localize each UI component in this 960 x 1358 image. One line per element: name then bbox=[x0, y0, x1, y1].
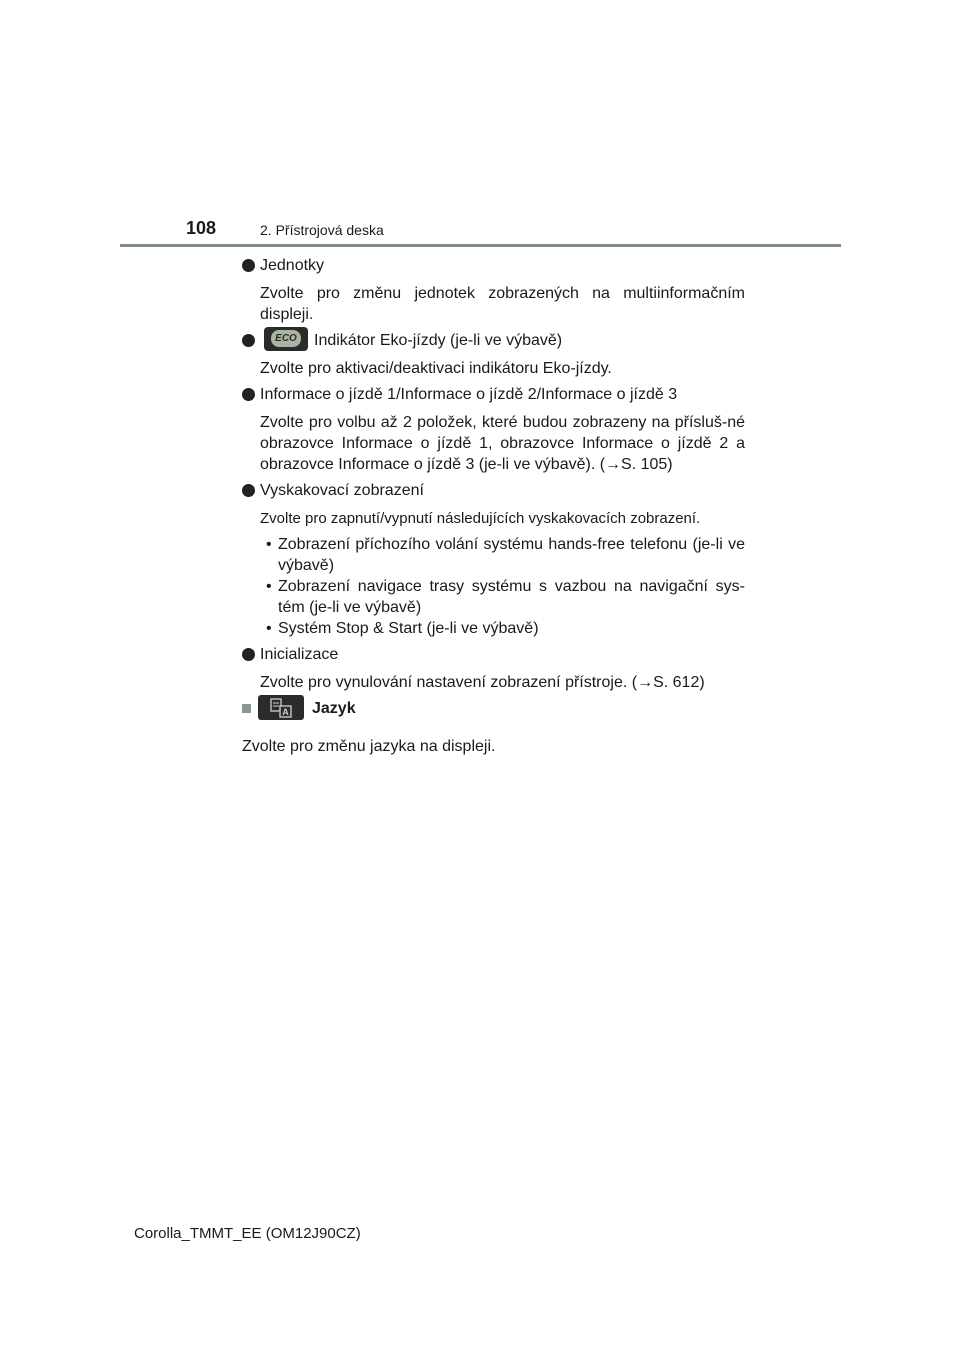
page-number: 108 bbox=[186, 218, 217, 238]
item-title: Vyskakovací zobrazení bbox=[260, 482, 424, 500]
sub-list bbox=[242, 534, 745, 639]
item-init bbox=[242, 644, 745, 665]
header-rule bbox=[120, 244, 841, 247]
language-icon-letter: A bbox=[282, 707, 289, 718]
section-title: Jazyk bbox=[312, 700, 356, 718]
item-desc: Zvolte pro volbu až 2 položek, které budou zobrazeny na přísluš-né obrazovce Informace o jízdě 1, obrazovce Informace o jízdě 2 a obrazovce Informace o jízdě 3 (je-li ve výbavě). (→S. 105) bbox=[260, 414, 745, 474]
content bbox=[242, 255, 745, 757]
item-desc: Zvolte pro aktivaci/deaktivaci indikátoru Eko-jízdy. bbox=[260, 360, 612, 378]
section-title: 2. Přístrojová deska bbox=[260, 222, 384, 238]
list-item: • Systém Stop & Start (je-li ve výbavě) bbox=[266, 620, 539, 638]
language-icon bbox=[258, 695, 304, 720]
section-language bbox=[242, 698, 745, 720]
bullet-icon bbox=[242, 484, 255, 497]
list-item: • Zobrazení navigace trasy systému s vazbou na navigační sys-tém (je-li ve výbavě) bbox=[266, 578, 745, 617]
item-title: Indikátor Eko-jízdy (je-li ve výbavě) bbox=[314, 332, 563, 349]
item-desc: Zvolte pro změnu jednotek zobrazených na multiinformačním displeji. bbox=[260, 285, 745, 323]
item-title: Informace o jízdě 1/Informace o jízdě 2/Informace o jízdě 3 bbox=[260, 386, 678, 404]
item-title: Jednotky bbox=[260, 257, 325, 274]
bullet-icon bbox=[242, 334, 255, 347]
item-trip-info bbox=[242, 384, 745, 405]
list-item: • Zobrazení příchozího volání systému hands-free telefonu (je-li ve výbavě) bbox=[266, 536, 745, 575]
item-eco bbox=[242, 330, 745, 351]
bullet-icon bbox=[242, 388, 255, 401]
bullet-icon bbox=[242, 648, 255, 661]
eco-indicator-icon bbox=[264, 327, 308, 351]
footer-model: Corolla_TMMT_EE (OM12J90CZ) bbox=[134, 1225, 361, 1242]
item-desc: Zvolte pro zapnutí/vypnutí následujících vyskakovacích zobrazení. bbox=[260, 510, 701, 528]
square-bullet-icon bbox=[242, 704, 251, 713]
item-popup bbox=[242, 480, 745, 501]
item-jednotky bbox=[242, 255, 745, 276]
section-desc: Zvolte pro změnu jazyka na displeji. bbox=[242, 738, 496, 756]
bullet-icon bbox=[242, 259, 255, 272]
language-icon-graphic bbox=[258, 695, 304, 720]
item-desc: Zvolte pro vynulování nastavení zobrazení přístroje. (→S. 612) bbox=[260, 674, 705, 692]
item-title: Inicializace bbox=[260, 646, 339, 664]
eco-icon-label: ECO bbox=[271, 330, 301, 347]
